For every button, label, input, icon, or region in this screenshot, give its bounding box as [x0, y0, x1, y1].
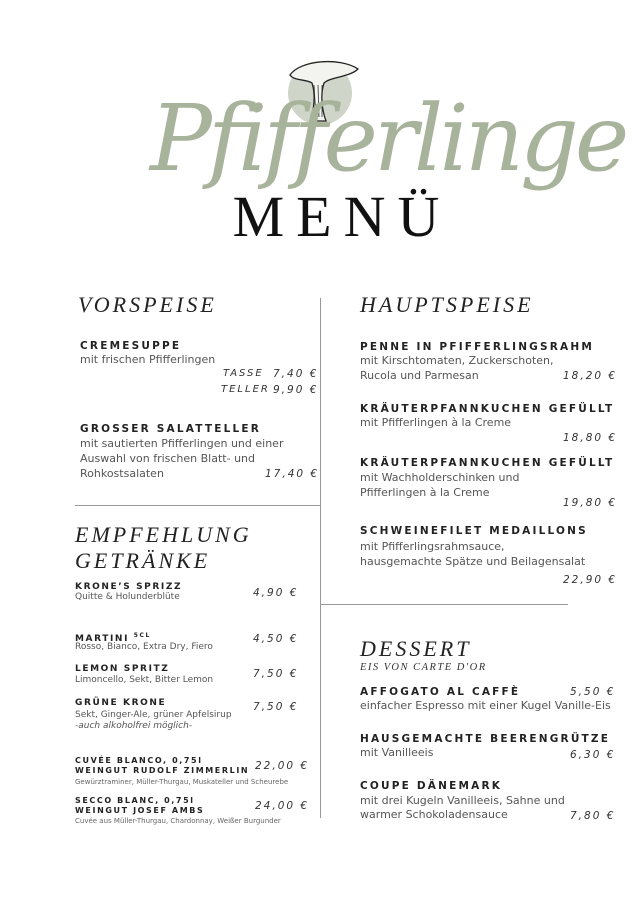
wine-name: CUVÉE BLANCO, 0,75l — [75, 756, 203, 765]
item-price: 18,80 € — [563, 432, 618, 444]
item-price: 22,90 € — [563, 574, 618, 586]
item-desc: mit Pfifferlingen à la Creme — [360, 416, 512, 429]
drink-price: 7,50 € — [253, 701, 299, 713]
logo-script-text: Pfifferlinge — [150, 85, 626, 192]
wine-producer: WEINGUT RUDOLF ZIMMERLIN — [75, 766, 250, 775]
item-desc: mit Kirschtomaten, Zuckerschoten, — [360, 354, 554, 367]
item-price: 19,80 € — [563, 497, 618, 509]
item-name: HAUSGEMACHTE BEERENGRÜTZE — [360, 733, 611, 745]
section-title-hauptspeise: HAUPTSPEISE — [360, 292, 534, 317]
drink-price: 4,50 € — [253, 633, 299, 645]
item-name: PENNE IN PFIFFERLINGSRAHM — [360, 341, 595, 353]
drink-name: LEMON SPRITZ — [75, 664, 170, 674]
item-desc: Pfifferlingen à la Creme — [360, 486, 490, 499]
wine-desc: Gewürztraminer, Müller-Thurgau, Muskateller und Scheurebe — [75, 778, 289, 786]
item-desc: hausgemachte Spätze und Beilagensalat — [360, 555, 586, 568]
item-desc: mit Pfifferlingsrahmsauce, — [360, 540, 505, 553]
item-price: 6,30 € — [570, 749, 616, 761]
item-desc: warmer Schokoladensauce — [360, 808, 508, 821]
drink-note: -auch alkoholfrei möglich- — [75, 721, 193, 731]
item-desc: Auswahl von frischen Blatt- und — [80, 452, 255, 465]
item-name: KRÄUTERPFANNKUCHEN GEFÜLLT — [360, 457, 615, 469]
drink-desc: Quitte & Holunderblüte — [75, 592, 180, 602]
item-name-salatteller: GROSSER SALATTELLER — [80, 423, 262, 435]
item-desc: Rucola und Parmesan — [360, 369, 479, 382]
wine-price: 22,00 € — [255, 760, 310, 772]
drink-name: GRÜNE KRONE — [75, 698, 167, 708]
column-divider — [320, 298, 321, 818]
wine-producer: WEINGUT JOSEF AMBS — [75, 806, 205, 815]
divider-right — [320, 604, 568, 605]
drink-desc: Sekt, Ginger-Ale, grüner Apfelsirup — [75, 710, 232, 720]
item-desc: einfacher Espresso mit einer Kugel Vanille-Eis — [360, 699, 611, 712]
item-desc: mit frischen Pfifferlingen — [80, 353, 216, 366]
item-name: KRÄUTERPFANNKUCHEN GEFÜLLT — [360, 403, 615, 415]
item-price: 18,20 € — [563, 370, 618, 382]
item-name-cremesuppe: CREMESUPPE — [80, 340, 182, 352]
drink-desc: Limoncello, Sekt, Bitter Lemon — [75, 675, 214, 685]
section-title-getraenke: GETRÄNKE — [75, 548, 211, 573]
drink-name-text: MARTINI — [75, 634, 130, 644]
section-title-dessert: DESSERT — [360, 636, 472, 661]
item-name: COUPE DÄNEMARK — [360, 780, 503, 792]
size-label-teller: TELLER — [221, 384, 270, 395]
item-price: 7,80 € — [570, 810, 616, 822]
divider-left — [75, 505, 320, 506]
section-title-empfehlung: EMPFEHLUNG — [75, 522, 252, 547]
item-desc: Rohkostsalaten — [80, 467, 164, 480]
item-desc: mit Wachholderschinken und — [360, 471, 520, 484]
drink-name: KRONE’S SPRIZZ — [75, 582, 183, 592]
size-label-tasse: TASSE — [223, 368, 264, 379]
menu-title: MENÜ — [232, 184, 452, 249]
item-price: 17,40 € — [265, 468, 320, 480]
item-price: 7,40 € — [273, 368, 319, 380]
section-subtitle: EIS VON CARTE D'OR — [360, 662, 487, 673]
wine-desc: Cuvée aus Müller-Thurgau, Chardonnay, Weißer Burgunder — [75, 817, 281, 825]
item-name: AFFOGATO AL CAFFÈ — [360, 686, 521, 698]
item-desc: mit Vanilleeis — [360, 746, 434, 759]
drink-size: 5CL — [133, 632, 151, 639]
drink-price: 7,50 € — [253, 668, 299, 680]
item-price: 5,50 € — [570, 686, 616, 698]
drink-price: 4,90 € — [253, 587, 299, 599]
section-title-vorspeise: VORSPEISE — [78, 292, 217, 317]
wine-name: SECCO BLANC, 0,75l — [75, 796, 195, 805]
item-price: 9,90 € — [273, 384, 319, 396]
item-name: SCHWEINEFILET MEDAILLONS — [360, 525, 588, 537]
item-desc: mit drei Kugeln Vanilleeis, Sahne und — [360, 794, 565, 807]
wine-price: 24,00 € — [255, 800, 310, 812]
drink-desc: Rosso, Bianco, Extra Dry, Fiero — [75, 642, 213, 652]
logo — [150, 55, 626, 255]
item-desc: mit sautierten Pfifferlingen und einer — [80, 437, 284, 450]
